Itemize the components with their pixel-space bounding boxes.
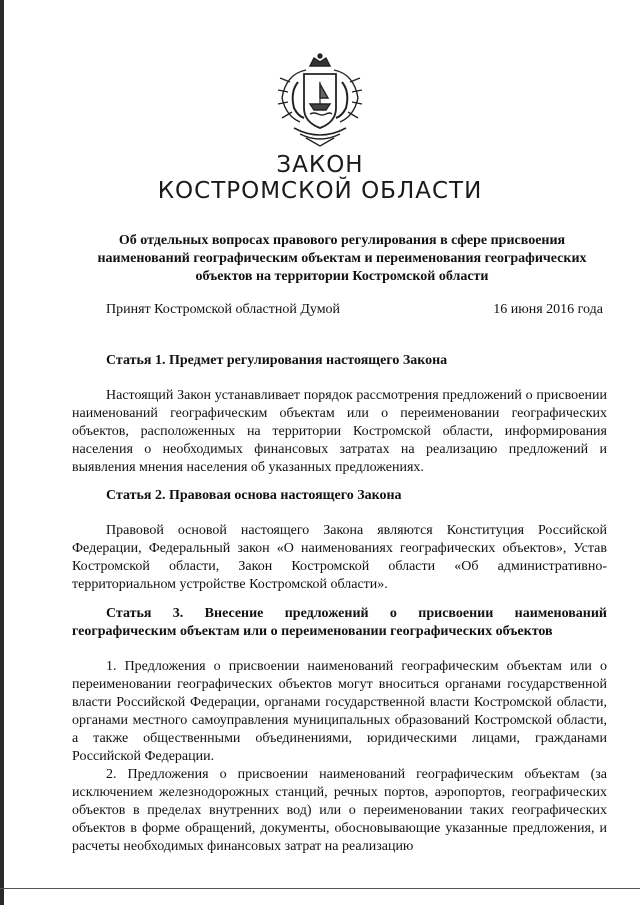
document-title: Об отдельных вопросах правового регулирования в сфере присвоения наименований географическим объектам и переименования географических объектов на территории Костромской области	[97, 233, 587, 284]
page-bottom-edge	[0, 888, 640, 889]
adopted-by: Принят Костромской областной Думой	[106, 302, 341, 317]
article-2-title: Статья 2. Правовая основа настоящего Закона	[106, 488, 402, 503]
adoption-date: 16 июня 2016 года	[493, 302, 603, 317]
article-1-title: Статья 1. Предмет регулирования настоящего Закона	[106, 353, 448, 368]
coat-of-arms-emblem	[276, 52, 364, 148]
adoption-line	[106, 301, 603, 319]
law-header-line1: ЗАКОН	[276, 152, 364, 178]
article-2-text: Правовой основой настоящего Закона являются Конституция Российской Федерации, Федеральный закон «О наименованиях географических объектов», Устав Костромской области, Закон Костромской области «Об административно-территориальном устройстве Костромской области».	[72, 523, 607, 592]
article-3-paragraph-2: 2. Предложения о присвоении наименований географическим объектам (за исключением железнодорожных станций, речных портов, аэропортов, географических объектов в пределах внутренних вод) или о переименовании таких географических объектов в форме обращений, документы, обосновывающие указанные предложения, и расчеты необходимых финансовых затрат на реализацию	[72, 767, 607, 854]
article-3-paragraph-1: 1. Предложения о присвоении наименований географическим объектам или о переименовании географических объектов могут вноситься органами государственной власти Российской Федерации, органами государственной власти Костромской области, органами местного самоуправления муниципальных образований Костромской области, а также общественными объединениями, юридическими лицами, гражданами Российской Федерации.	[72, 659, 607, 764]
article-3-title: Статья 3. Внесение предложений о присвоении наименований географическим объектам или о переименовании географических объектов	[72, 606, 607, 639]
scan-edge	[0, 0, 4, 905]
law-header-line2: КОСТРОМСКОЙ ОБЛАСТИ	[157, 178, 483, 204]
article-1-text: Настоящий Закон устанавливает порядок рассмотрения предложений о присвоении наименований географическим объектам или о переименовании географических объектов, расположенных на территории Костромской области, информирования населения о необходимых финансовых затратах на реализацию предложений и выявления мнения населения об указанных предложениях.	[72, 388, 607, 475]
